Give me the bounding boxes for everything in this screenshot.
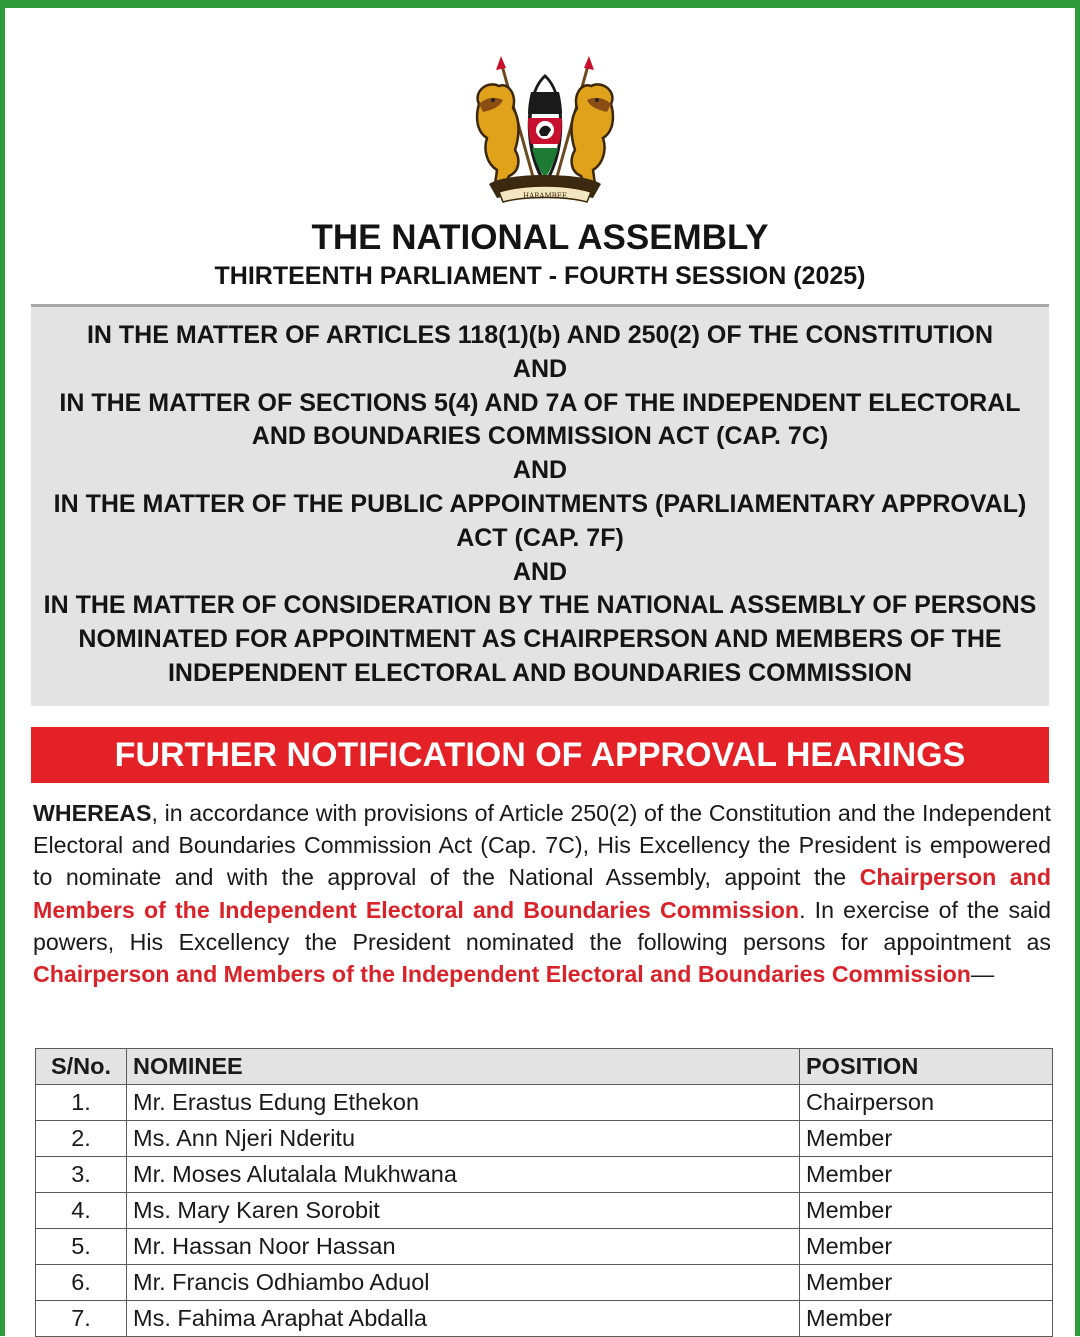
- page-title: THE NATIONAL ASSEMBLY: [311, 218, 769, 257]
- table-header-row: [36, 1049, 1053, 1085]
- row-number: 3.: [36, 1157, 127, 1193]
- matter-line: IN THE MATTER OF CONSIDERATION BY THE NATIONAL ASSEMBLY OF PERSONS: [43, 591, 1037, 620]
- coat-of-arms-icon: [465, 52, 625, 208]
- paragraph-highlight: Chairperson and Members of the Independent Electoral and Boundaries Commission: [33, 864, 1051, 923]
- matter-line: AND: [512, 354, 568, 383]
- nominees-table: [35, 1048, 1053, 1337]
- matter-line: IN THE MATTER OF SECTIONS 5(4) AND 7A OF THE INDEPENDENT ELECTORAL: [59, 388, 1021, 417]
- table-row: [36, 1229, 1053, 1265]
- table-row: [36, 1121, 1053, 1157]
- row-nominee: Mr. Hassan Noor Hassan: [127, 1229, 800, 1265]
- row-position: Member: [800, 1301, 1053, 1337]
- table-row: [36, 1301, 1053, 1337]
- matter-box: [31, 304, 1049, 706]
- table-row: [36, 1157, 1053, 1193]
- row-position: Chairperson: [800, 1085, 1053, 1121]
- row-position: Member: [800, 1265, 1053, 1301]
- row-number: 5.: [36, 1229, 127, 1265]
- matter-line: AND BOUNDARIES COMMISSION ACT (CAP. 7C): [251, 422, 829, 451]
- matter-line: IN THE MATTER OF THE PUBLIC APPOINTMENTS (PARLIAMENTARY APPROVAL): [53, 489, 1027, 518]
- paragraph-text: , in accordance with provisions of Article 250(2) of the Constitution and the Independent Electoral and Boundaries Commission Act (Cap. 7C), His Excellency the President is empowered to nominate and with the approval of the National Assembly, appoint the: [33, 800, 1051, 891]
- whereas-lead: WHEREAS: [33, 800, 152, 826]
- row-position: Member: [800, 1121, 1053, 1157]
- paragraph-text: —: [970, 961, 995, 988]
- paragraph-text: . In exercise of the said powers, His Excellency the President nominated the following persons for appointment as: [33, 896, 1051, 955]
- header-nominee: NOMINEE: [127, 1049, 800, 1085]
- row-number: 1.: [36, 1085, 127, 1121]
- matter-line: INDEPENDENT ELECTORAL AND BOUNDARIES COMMISSION: [167, 658, 913, 687]
- row-position: Member: [800, 1193, 1053, 1229]
- row-nominee: Ms. Ann Njeri Nderitu: [127, 1121, 800, 1157]
- matter-line: NOMINATED FOR APPOINTMENT AS CHAIRPERSON AND MEMBERS OF THE: [78, 625, 1002, 654]
- row-nominee: Ms. Mary Karen Sorobit: [127, 1193, 800, 1229]
- crest-motto: HARAMBEE: [522, 192, 568, 200]
- row-nominee: Mr. Francis Odhiambo Aduol: [127, 1265, 800, 1301]
- matter-line: AND: [512, 456, 568, 485]
- paragraph-highlight: Chairperson and Members of the Independent Electoral and Boundaries Commission: [33, 961, 971, 988]
- row-number: 6.: [36, 1265, 127, 1301]
- header-sno: S/No.: [36, 1049, 127, 1085]
- row-position: Member: [800, 1157, 1053, 1193]
- matter-line: ACT (CAP. 7F): [456, 523, 624, 552]
- row-nominee: Mr. Moses Alutalala Mukhwana: [127, 1157, 800, 1193]
- header-position: POSITION: [800, 1049, 1053, 1085]
- whereas-paragraph: [33, 797, 1051, 990]
- table-row: [36, 1085, 1053, 1121]
- row-nominee: Ms. Fahima Araphat Abdalla: [127, 1301, 800, 1337]
- notification-banner: FURTHER NOTIFICATION OF APPROVAL HEARINGS: [31, 727, 1049, 783]
- row-number: 2.: [36, 1121, 127, 1157]
- table-row: [36, 1265, 1053, 1301]
- row-position: Member: [800, 1229, 1053, 1265]
- matter-line: AND: [512, 557, 568, 586]
- row-number: 7.: [36, 1301, 127, 1337]
- matter-line: IN THE MATTER OF ARTICLES 118(1)(b) AND 250(2) OF THE CONSTITUTION: [86, 321, 994, 349]
- page-subtitle: THIRTEENTH PARLIAMENT - FOURTH SESSION (2025): [214, 262, 866, 290]
- table-row: [36, 1193, 1053, 1229]
- row-nominee: Mr. Erastus Edung Ethekon: [127, 1085, 800, 1121]
- row-number: 4.: [36, 1193, 127, 1229]
